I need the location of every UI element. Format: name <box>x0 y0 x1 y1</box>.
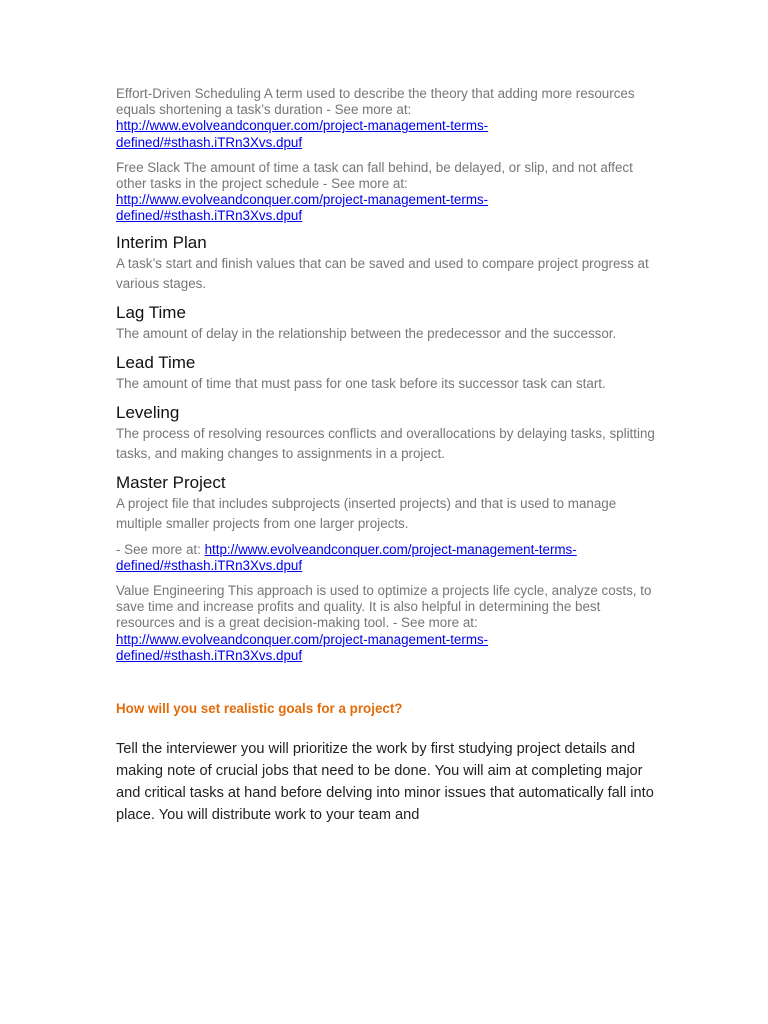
value-engineering-text: Value Engineering This approach is used to optimize a projects life cycle, analyze costs, to save time and increase profits and quality. It is also helpful in determining the best resources and is a great decision-making tool. - See more at: <box>116 583 652 631</box>
see-more-text: - See more at: <box>116 541 205 557</box>
term-description-master-project: A project file that includes subprojects (inserted projects) and that is used to manage multiple smaller projects from one larger projects. <box>116 495 617 531</box>
term-description-leveling: The process of resolving resources conflicts and overallocations by delaying tasks, splitting tasks, and making changes to assignments in a project. <box>116 425 655 461</box>
effort-driven-scheduling-text: Effort-Driven Scheduling A term used to describe the theory that adding more resources equals shortening a task’s duration - See more at: <box>116 86 635 118</box>
term-heading-leveling: Leveling <box>116 402 180 422</box>
value-engineering-paragraph <box>116 583 656 664</box>
evolveandconquer-link[interactable]: http://www.evolveandconquer.com/project-management-terms- defined/#sthash.iTRn3Xvs.dpuf <box>116 631 489 663</box>
term-heading-lag-time: Lag Time <box>116 302 186 322</box>
free-slack-text: Free Slack The amount of time a task can fall behind, be delayed, or slip, and not affect other tasks in the project schedule - See more at: <box>116 159 633 192</box>
free-slack-paragraph <box>116 160 656 225</box>
interview-answer-paragraph: Tell the interviewer you will prioritize the work by first studying project details and making note of crucial jobs that need to be done. You will aim at completing major and critical tasks at hand before delving into minor issues that automatically fall into place. You will distribute work to your team and <box>116 741 654 824</box>
term-description-lead-time: The amount of time that must pass for one task before its successor task can start. <box>116 375 606 391</box>
term-description-lag-time: The amount of delay in the relationship between the predecessor and the successor. <box>116 325 617 341</box>
evolveandconquer-link[interactable]: http://www.evolveandconquer.com/project-management-terms- defined/#sthash.iTRn3Xvs.dpuf <box>116 541 577 573</box>
evolveandconquer-link[interactable]: http://www.evolveandconquer.com/project-management-terms- defined/#sthash.iTRn3Xvs.dpuf <box>116 192 489 224</box>
interview-question-heading: How will you set realistic goals for a project? <box>116 701 403 717</box>
document-page <box>116 86 656 826</box>
effort-driven-scheduling-paragraph <box>116 86 656 151</box>
term-description-interim-plan: A task’s start and finish values that can be saved and used to compare project progress at various stages. <box>116 255 649 291</box>
evolveandconquer-link[interactable]: http://www.evolveandconquer.com/project-management-terms- defined/#sthash.iTRn3Xvs.dpuf <box>116 118 489 150</box>
term-heading-master-project: Master Project <box>116 472 226 492</box>
term-heading-lead-time: Lead Time <box>116 352 196 372</box>
see-more-paragraph <box>116 542 656 574</box>
term-heading-interim-plan: Interim Plan <box>116 232 207 252</box>
